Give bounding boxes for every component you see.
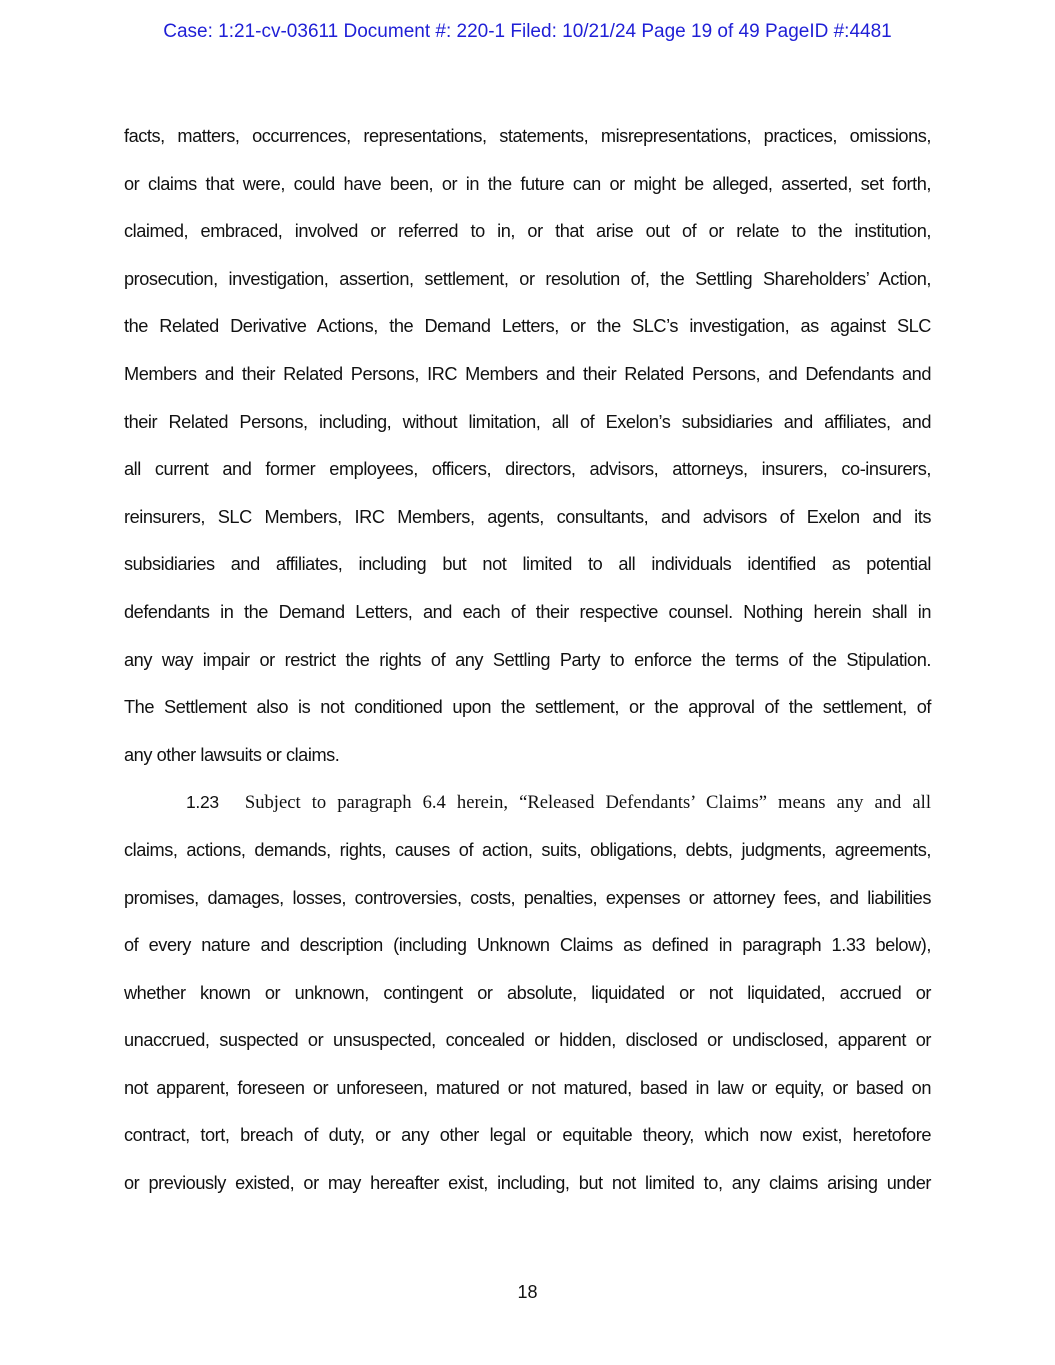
paragraph-1-23-lead: Subject to paragraph 6.4 herein, “Released Defendants’ Claims” means any and all [244, 792, 931, 814]
body-line: claimed, embraced, involved or referred to in, or that arise out of or relate to the institution, [124, 221, 931, 242]
body-line: facts, matters, occurrences, representations, statements, misrepresentations, practices, omissions, [124, 126, 931, 146]
body-line: contract, tort, breach of duty, or any other legal or equitable theory, which now exist, heretofore [124, 1125, 931, 1146]
document-body [124, 119, 931, 1214]
body-line: any way impair or restrict the rights of any Settling Party to enforce the terms of the Stipulation. [124, 649, 931, 670]
body-line: any other lawsuits or claims. [124, 744, 340, 765]
paragraph-number: 1.23 [186, 792, 219, 813]
paragraph-1-23-first-line [124, 785, 931, 833]
body-line: claims, actions, demands, rights, causes of action, suits, obligations, debts, judgments, agreements, [124, 839, 931, 860]
body-line: The Settlement also is not conditioned upon the settlement, or the approval of the settlement, of [124, 697, 931, 718]
body-line: not apparent, foreseen or unforeseen, matured or not matured, based in law or equity, or based on [124, 1077, 931, 1098]
body-line: promises, damages, losses, controversies, costs, penalties, expenses or attorney fees, and liabilities [124, 887, 931, 908]
case-header-stamp: Case: 1:21-cv-03611 Document #: 220-1 Filed: 10/21/24 Page 19 of 49 PageID #:4481 [163, 21, 892, 42]
body-line: subsidiaries and affiliates, including but not limited to all individuals identified as potential [124, 554, 931, 575]
body-line: unaccrued, suspected or unsuspected, concealed or hidden, disclosed or undisclosed, apparent or [124, 1030, 931, 1051]
body-line: or previously existed, or may hereafter exist, including, but not limited to, any claims arising under [124, 1173, 931, 1194]
body-line: Members and their Related Persons, IRC Members and their Related Persons, and Defendants and [124, 363, 931, 384]
body-line: all current and former employees, officers, directors, advisors, attorneys, insurers, co-insurers, [124, 459, 931, 480]
page-number: 18 [517, 1282, 538, 1302]
body-line: reinsurers, SLC Members, IRC Members, agents, consultants, and advisors of Exelon and its [124, 506, 931, 527]
body-line: defendants in the Demand Letters, and each of their respective counsel. Nothing herein shall in [124, 601, 931, 622]
body-line: whether known or unknown, contingent or absolute, liquidated or not liquidated, accrued or [124, 982, 931, 1003]
body-line: or claims that were, could have been, or in the future can or might be alleged, asserted, set forth, [124, 173, 931, 194]
body-line: prosecution, investigation, assertion, settlement, or resolution of, the Settling Shareholders’ Action, [124, 268, 931, 289]
body-line: of every nature and description (including Unknown Claims as defined in paragraph 1.33 below), [124, 935, 931, 956]
body-line: the Related Derivative Actions, the Demand Letters, or the SLC’s investigation, as against SLC [124, 316, 931, 337]
body-line: their Related Persons, including, without limitation, all of Exelon’s subsidiaries and affiliates, and [124, 411, 931, 432]
